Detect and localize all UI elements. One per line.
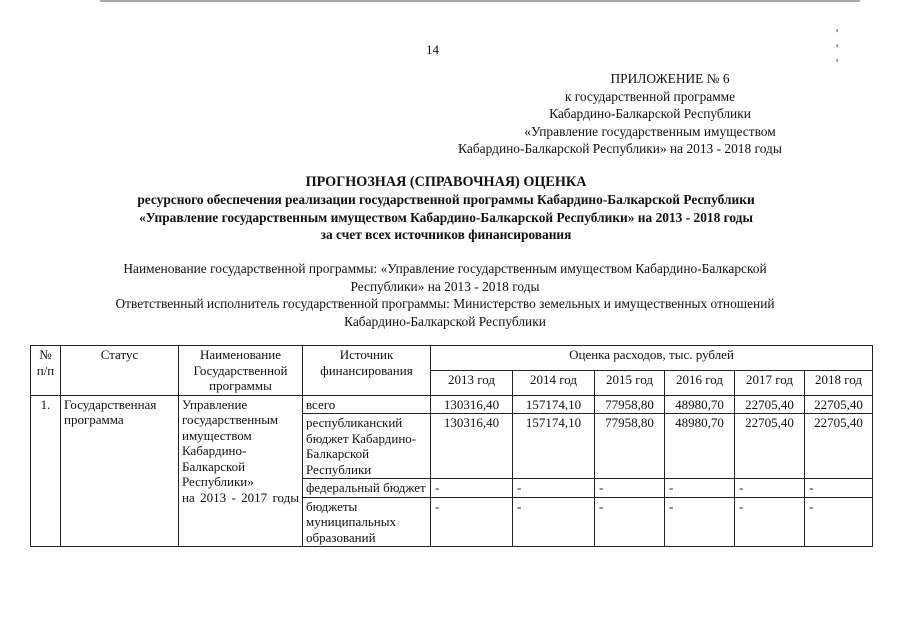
value-cell: - bbox=[513, 497, 595, 547]
value-cell: - bbox=[735, 497, 805, 547]
value-cell: 130316,40 bbox=[431, 414, 513, 479]
value-cell: - bbox=[513, 479, 595, 498]
appendix-header bbox=[410, 70, 830, 158]
row-program-years: на 2013 - 2017 годы bbox=[182, 489, 299, 505]
budget-table bbox=[30, 345, 873, 547]
source-label: республиканский бюджет Кабардино-Балкарской Республики bbox=[303, 414, 431, 479]
value-cell: 22705,40 bbox=[735, 395, 805, 414]
value-cell: 22705,40 bbox=[805, 414, 873, 479]
header-year: 2017 год bbox=[735, 370, 805, 395]
document-heading bbox=[40, 174, 852, 243]
header-year: 2015 год bbox=[595, 370, 665, 395]
document-title: ПРОГНОЗНАЯ (СПРАВОЧНАЯ) ОЦЕНКА bbox=[305, 174, 587, 190]
header-source: Источник финансирования bbox=[303, 346, 431, 396]
page-number: 14 bbox=[426, 42, 439, 57]
header-estimate: Оценка расходов, тыс. рублей bbox=[431, 346, 873, 371]
value-cell: - bbox=[595, 479, 665, 498]
source-label: всего bbox=[303, 395, 431, 414]
value-cell: - bbox=[665, 479, 735, 498]
header-year: 2014 год bbox=[513, 370, 595, 395]
row-program-title: Управление государственным имуществом Кабардино-Балкарской Республики» bbox=[182, 396, 279, 489]
heading-line: за счет всех источников финансирования bbox=[320, 226, 572, 242]
appendix-title: ПРИЛОЖЕНИЕ № 6 bbox=[610, 71, 730, 86]
value-cell: 130316,40 bbox=[431, 395, 513, 414]
row-num: 1. bbox=[31, 395, 61, 547]
scan-specks: ' ' ' bbox=[836, 26, 869, 70]
header-year: 2013 год bbox=[431, 370, 513, 395]
row-program-name bbox=[179, 395, 303, 547]
program-name-line: Наименование государственной программы: «Управление государственным имуществом Кабардино-Балкарской bbox=[123, 261, 767, 276]
scan-top-edge bbox=[100, 0, 860, 2]
value-cell: 157174,10 bbox=[513, 414, 595, 479]
value-cell: 22705,40 bbox=[805, 395, 873, 414]
table-row bbox=[31, 395, 873, 414]
value-cell: 77958,80 bbox=[595, 395, 665, 414]
value-cell: - bbox=[805, 479, 873, 498]
source-label: федеральный бюджет bbox=[303, 479, 431, 498]
value-cell: 157174,10 bbox=[513, 395, 595, 414]
value-cell: - bbox=[665, 497, 735, 547]
value-cell: 22705,40 bbox=[735, 414, 805, 479]
value-cell: - bbox=[805, 497, 873, 547]
row-status: Государственная программа bbox=[61, 395, 179, 547]
header-name: Наименование Государственной программы bbox=[179, 346, 303, 396]
appendix-line: «Управление государственным имуществом bbox=[524, 123, 776, 139]
program-info bbox=[30, 260, 860, 330]
appendix-line: к государственной программе bbox=[564, 88, 736, 104]
value-cell: - bbox=[431, 497, 513, 547]
source-label: бюджеты муниципальных образований bbox=[303, 497, 431, 547]
heading-line: ресурсного обеспечения реализации государственной программы Кабардино-Балкарской Республики bbox=[137, 192, 755, 208]
value-cell: - bbox=[431, 479, 513, 498]
appendix-line: Кабардино-Балкарской Республики» на 2013 - 2018 годы bbox=[458, 141, 782, 156]
header-year: 2016 год bbox=[665, 370, 735, 395]
value-cell: - bbox=[595, 497, 665, 547]
program-executor-line: Кабардино-Балкарской Республики bbox=[344, 313, 546, 329]
header-year: 2018 год bbox=[805, 370, 873, 395]
program-name-line: Республики» на 2013 - 2018 годы bbox=[350, 278, 540, 294]
table-header-row bbox=[31, 346, 873, 371]
heading-line: «Управление государственным имуществом Кабардино-Балкарской Республики» на 2013 - 2018 годы bbox=[139, 209, 753, 225]
header-num: № п/п bbox=[31, 346, 61, 396]
value-cell: 48980,70 bbox=[665, 414, 735, 479]
appendix-line: Кабардино-Балкарской Республики bbox=[549, 106, 751, 121]
value-cell: 77958,80 bbox=[595, 414, 665, 479]
value-cell: - bbox=[735, 479, 805, 498]
program-executor-line: Ответственный исполнитель государственной программы: Министерство земельных и имущественных отношений bbox=[115, 296, 775, 311]
header-status: Статус bbox=[61, 346, 179, 396]
value-cell: 48980,70 bbox=[665, 395, 735, 414]
